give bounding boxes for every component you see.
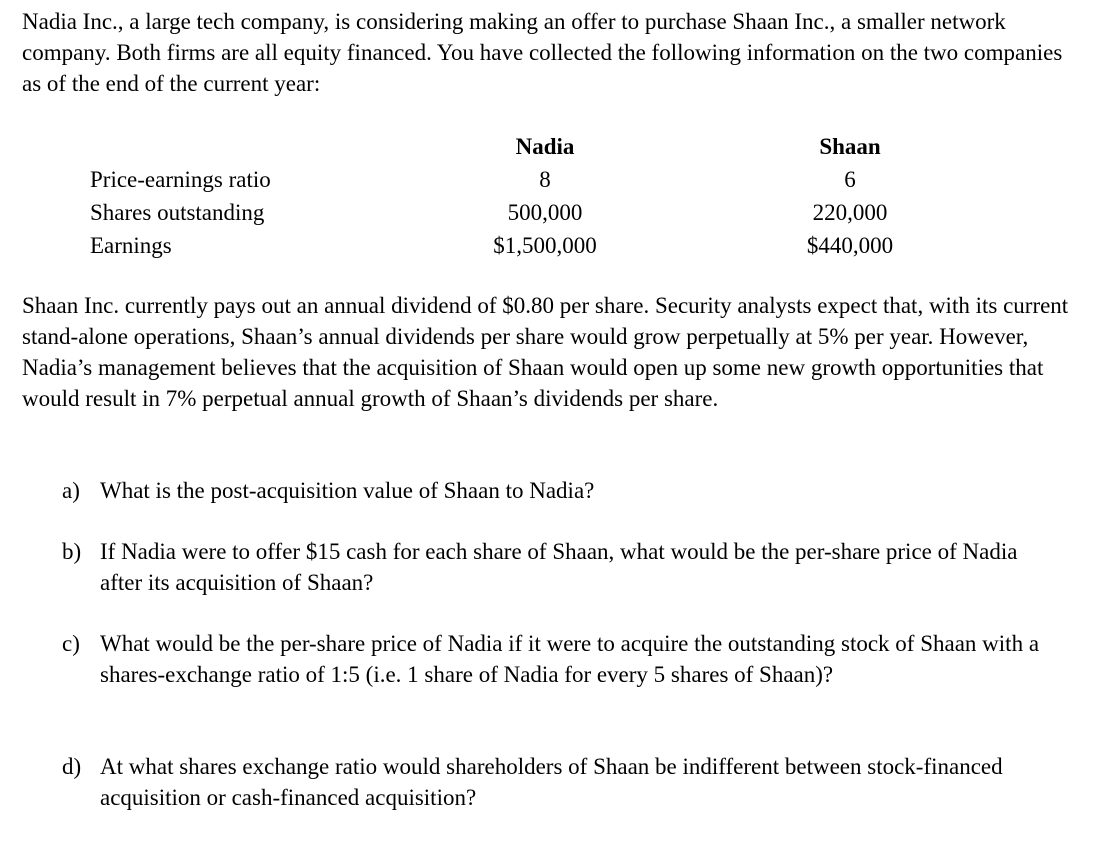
- question-d: [62, 751, 1062, 813]
- question-text: What is the post-acquisition value of Shaan to Nadia?: [100, 478, 595, 503]
- question-letter: c): [62, 631, 80, 656]
- question-text: At what shares exchange ratio would shareholders of Shaan be indifferent between stock-financed acquisition or cash-financed acquisition?: [100, 754, 1003, 810]
- shaan-value: 6: [844, 167, 856, 192]
- nadia-value: $1,500,000: [493, 233, 597, 258]
- nadia-value: 500,000: [507, 200, 583, 225]
- question-letter: d): [62, 754, 82, 779]
- row-label: Shares outstanding: [90, 200, 265, 225]
- table-row: [80, 163, 970, 196]
- company-data-table: [80, 130, 970, 262]
- nadia-value: 8: [539, 167, 551, 192]
- question-c: [62, 628, 1062, 690]
- question-letter: b): [62, 539, 82, 564]
- question-a: [62, 475, 1062, 506]
- table-header-row: [80, 130, 970, 163]
- header-blank: [80, 130, 420, 163]
- header-nadia: Nadia: [515, 134, 575, 159]
- table-row: [80, 229, 970, 262]
- row-label: Price-earnings ratio: [90, 167, 271, 192]
- intro-paragraph: Nadia Inc., a large tech company, is considering making an offer to purchase Shaan Inc., a smaller network company. Both firms are all equity financed. You have collected the following information on the two companies as of the end of the current year:: [22, 9, 1063, 96]
- question-letter: a): [62, 478, 80, 503]
- question-b: [62, 536, 1062, 598]
- dividend-paragraph: Shaan Inc. currently pays out an annual dividend of $0.80 per share. Security analysts expect that, with its current stand-alone operations, Shaan’s annual dividends per share would grow perpetually at 5% per year. However, Nadia’s management believes that the acquisition of Shaan would open up some new growth opportunities that would result in 7% perpetual annual growth of Shaan’s dividends per share.: [22, 293, 1069, 411]
- shaan-value: 220,000: [812, 200, 888, 225]
- table-row: [80, 196, 970, 229]
- question-text: If Nadia were to offer $15 cash for each share of Shaan, what would be the per-share price of Nadia after its acquisition of Shaan?: [100, 539, 1018, 595]
- shaan-value: $440,000: [806, 233, 894, 258]
- row-label: Earnings: [90, 233, 172, 258]
- question-text: What would be the per-share price of Nadia if it were to acquire the outstanding stock of Shaan with a shares-exchange ratio of 1:5 (i.e. 1 share of Nadia for every 5 shares of Shaan)?: [100, 631, 1040, 687]
- header-shaan: Shaan: [819, 134, 881, 159]
